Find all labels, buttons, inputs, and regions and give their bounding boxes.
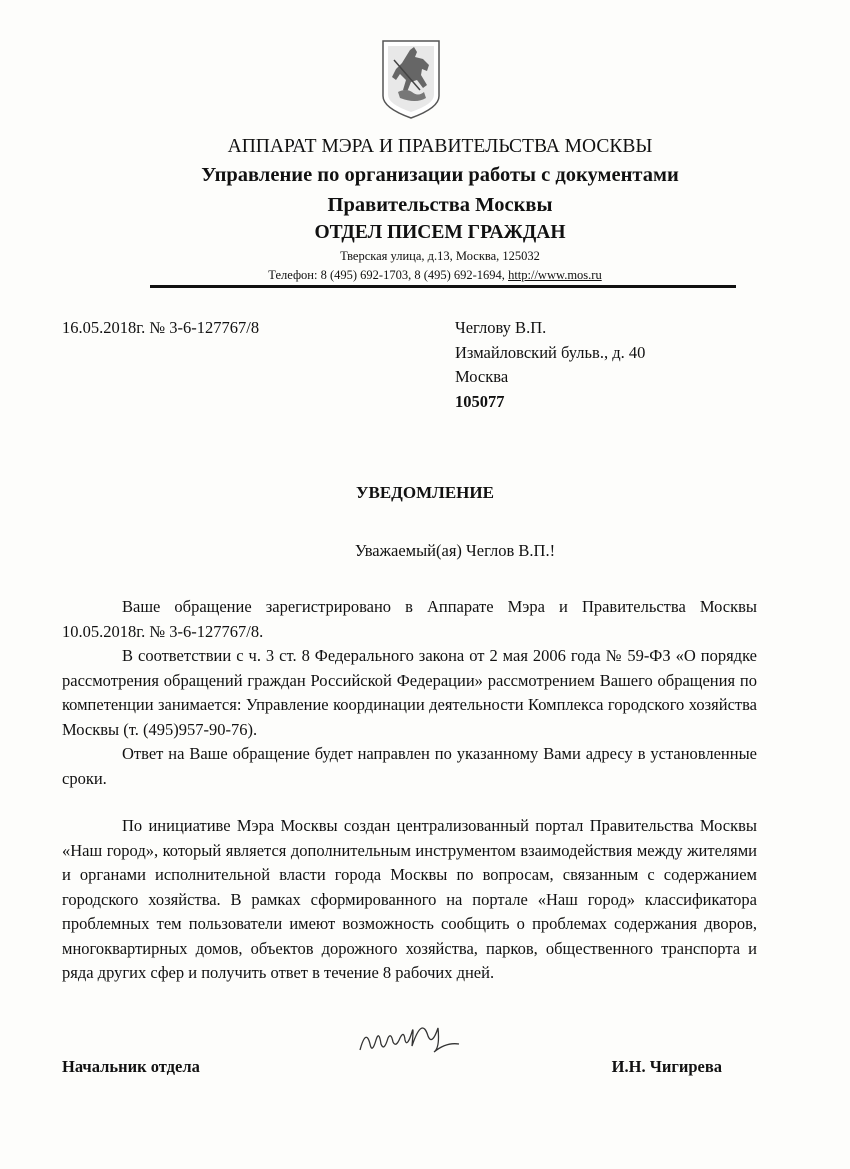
recipient-city: Москва: [455, 367, 509, 386]
paragraph: Ответ на Ваше обращение будет направлен по указанному Вами адресу в установленные сроки.: [62, 744, 757, 788]
paragraph: По инициативе Мэра Москвы создан централизованный портал Правительства Москвы «Наш город», который является дополнительным инструментом взаимодействия между жителями и органами исполнительной власти города Москвы по вопросам, связанным с содержанием городского хозяйства. В рамках сформированного на портале «Наш город» классификатора проблемных тем пользователи имеют возможность сообщить о проблемах содержания дворов, многоквартирных домов, объектов дорожного хозяйства, парков, общественного транспорта и ряда других сфер и получить ответ в течение 8 рабочих дней.: [62, 816, 757, 982]
recipient-postcode: 105077: [455, 391, 505, 411]
org-contacts: [0, 268, 850, 283]
signatory-position: Начальник отдела: [62, 1057, 200, 1076]
moscow-coat-of-arms-emblem: [380, 38, 442, 120]
reference-number: 16.05.2018г. № 3-6-127767/8: [62, 318, 260, 337]
paragraph: Ваше обращение зарегистрировано в Аппарате Мэра и Правительства Москвы 10.05.2018г. № 3-6-127767/8.: [62, 597, 757, 641]
org-address: Тверская улица, д.13, Москва, 125032: [340, 249, 540, 263]
org-header-line1: АППАРАТ МЭРА И ПРАВИТЕЛЬСТВА МОСКВЫ: [227, 136, 653, 157]
recipient-street: Измайловский бульв., д. 40: [455, 342, 646, 362]
phone-numbers: Телефон: 8 (495) 692-1703, 8 (495) 692-1694,: [268, 268, 509, 282]
org-header-line3: Правительства Москвы: [327, 194, 553, 216]
recipient-name: Чеглову В.П.: [455, 318, 547, 337]
website-link[interactable]: http://www.mos.ru: [508, 268, 602, 282]
salutation: Уважаемый(ая) Чеглов В.П.!: [354, 541, 556, 560]
recipient-block: [455, 316, 645, 414]
paragraph: В соответствии с ч. 3 ст. 8 Федерального закона от 2 мая 2006 года № 59-ФЗ «О порядке рассмотрения обращений граждан Российской Федерации» рассмотрением Вашего обращения по компетенции занимается: Управление координации деятельности Комплекса городского хозяйства Москвы (т. (495)957-90-76).: [62, 646, 757, 739]
department-name: ОТДЕЛ ПИСЕМ ГРАЖДАН: [314, 222, 566, 243]
signatory-name: И.Н. Чигирева: [611, 1057, 722, 1076]
letter-body: [62, 595, 757, 986]
org-header-line2: Управление по организации работы с документами: [201, 164, 679, 186]
handwritten-signature: [355, 1020, 485, 1070]
header-divider: [150, 285, 736, 288]
document-title: УВЕДОМЛЕНИЕ: [356, 483, 494, 502]
